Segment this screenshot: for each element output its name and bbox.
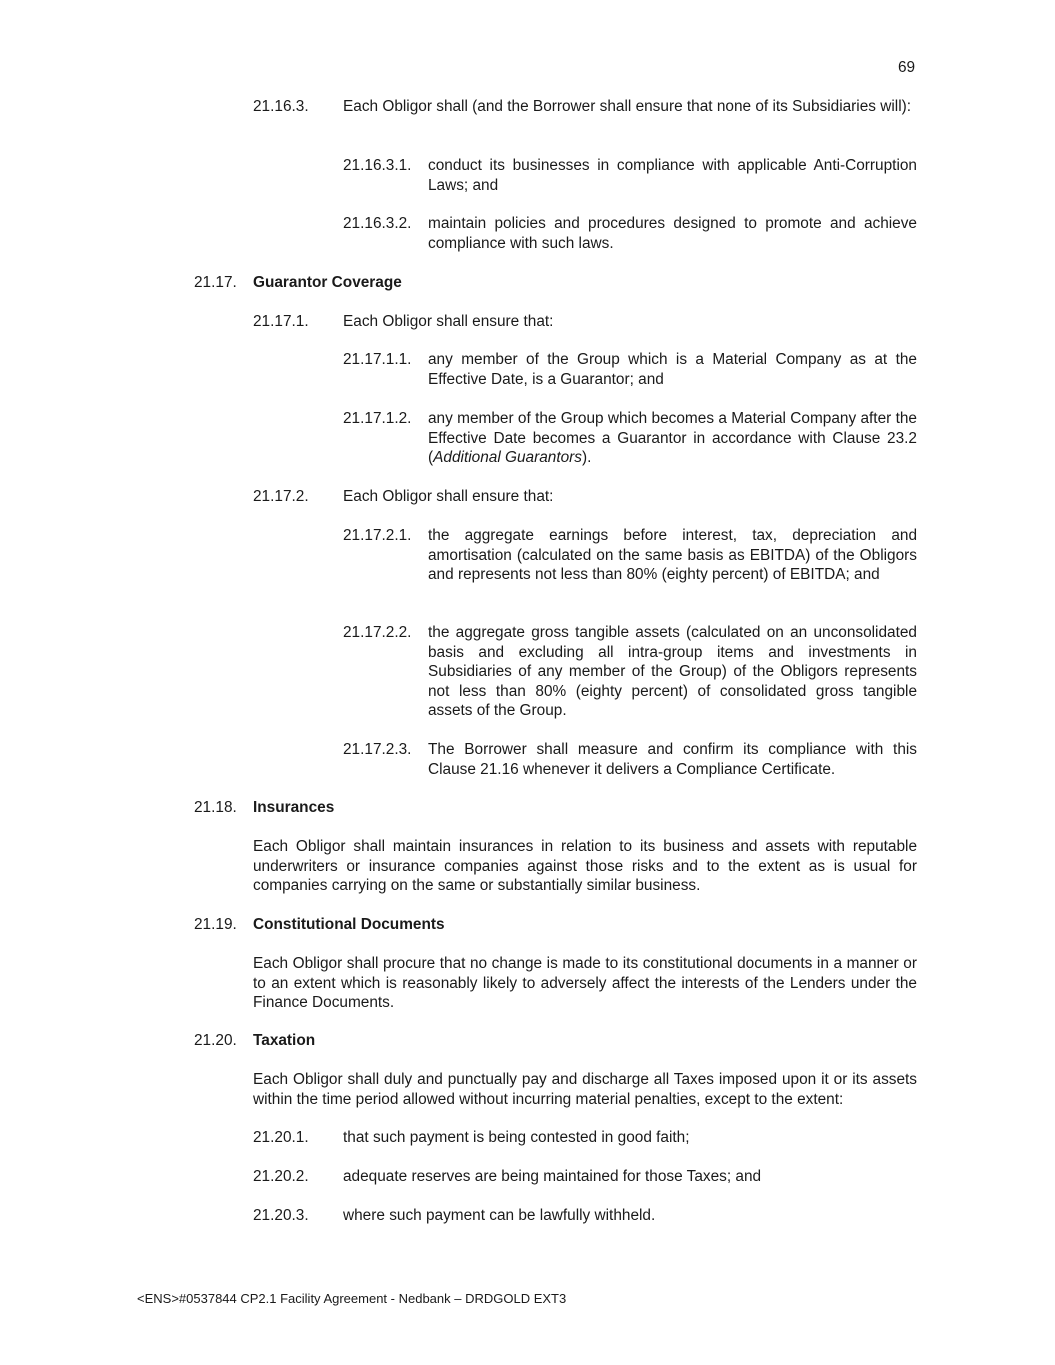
clause-text-21-17-1-1: any member of the Group which is a Material Company as at the Effective Date, is a Guarantor; and: [428, 351, 917, 388]
clause-number-21-16-3-2: 21.16.3.2.: [343, 215, 412, 232]
clause-number-21-17-1: 21.17.1.: [253, 313, 309, 330]
clause-number-21-17-2-3: 21.17.2.3.: [343, 741, 412, 758]
section-number-21-17: 21.17.: [194, 274, 237, 291]
clause-text-21-20-1: that such payment is being contested in good faith;: [343, 1129, 690, 1146]
clause-text-21-17-2-1: the aggregate earnings before interest, tax, depreciation and amortisation (calculated on the same basis as EBITDA) of the Obligors and represents not less than 80% (eighty percent) of EBITDA; and: [428, 527, 917, 583]
clause-text-21-17-2-3: The Borrower shall measure and confirm its compliance with this Clause 21.16 whenever it delivers a Compliance Certificate.: [428, 741, 917, 778]
document-footer: <ENS>#0537844 CP2.1 Facility Agreement - Nedbank – DRDGOLD EXT3: [137, 1291, 567, 1306]
clause-text-21-17-1-2: [428, 409, 917, 468]
clause-text-21-20-3: where such payment can be lawfully withheld.: [343, 1207, 656, 1224]
clause-number-21-17-1-1: 21.17.1.1.: [343, 351, 412, 368]
section-heading-guarantor-coverage: Guarantor Coverage: [253, 274, 402, 291]
clause-text-21-16-3: Each Obligor shall (and the Borrower shall ensure that none of its Subsidiaries will):: [343, 98, 912, 115]
section-number-21-18: 21.18.: [194, 799, 237, 816]
clause-number-21-17-2-1: 21.17.2.1.: [343, 527, 412, 544]
section-heading-constitutional-documents: Constitutional Documents: [253, 916, 445, 933]
clause-number-21-17-2: 21.17.2.: [253, 488, 309, 505]
clause-number-21-20-2: 21.20.2.: [253, 1168, 309, 1185]
clause-text-21-16-3-1: conduct its businesses in compliance with applicable Anti-Corruption Laws; and: [428, 157, 917, 194]
page-number: 69: [898, 59, 916, 76]
clause-text-21-17-2: Each Obligor shall ensure that:: [343, 488, 554, 505]
section-text-insurances: Each Obligor shall maintain insurances in relation to its business and assets with reputable underwriters or insurance companies against those risks and to the extent as is usual for companies carrying on the same or substantially similar business.: [253, 838, 917, 894]
clause-number-21-20-3: 21.20.3.: [253, 1207, 309, 1224]
clause-number-21-16-3-1: 21.16.3.1.: [343, 157, 412, 174]
clause-number-21-16-3: 21.16.3.: [253, 98, 309, 115]
clause-text-21-17-2-2: the aggregate gross tangible assets (calculated on an unconsolidated basis and excluding all intra-group items and investments in Subsidiaries of any member of the Group) of the Obligors represents not less than 80% (eighty percent) of consolidated gross tangible assets of the Group.: [428, 624, 917, 719]
section-heading-taxation: Taxation: [253, 1032, 316, 1049]
section-number-21-19: 21.19.: [194, 916, 237, 933]
clause-number-21-17-2-2: 21.17.2.2.: [343, 624, 412, 641]
clause-text-21-17-1-2-main: any member of the Group which becomes a Material Company after the Effective Date becomes a Guarantor in accordance with Clause 23.2 (: [428, 410, 917, 466]
section-number-21-20: 21.20.: [194, 1032, 237, 1049]
section-heading-insurances: Insurances: [253, 799, 335, 816]
clause-number-21-17-1-2: 21.17.1.2.: [343, 410, 412, 427]
clause-text-21-20-2: adequate reserves are being maintained for those Taxes; and: [343, 1168, 762, 1185]
clause-text-21-16-3-2: maintain policies and procedures designed to promote and achieve compliance with such laws.: [428, 215, 917, 252]
section-text-taxation: Each Obligor shall duly and punctually pay and discharge all Taxes imposed upon it or its assets within the time period allowed without incurring material penalties, except to the extent:: [253, 1071, 917, 1108]
clause-reference-additional-guarantors: Additional Guarantors: [433, 449, 583, 466]
clause-text-21-17-1: Each Obligor shall ensure that:: [343, 313, 554, 330]
section-text-constitutional-documents: Each Obligor shall procure that no change is made to its constitutional documents in a manner or to an extent which is reasonably likely to adversely affect the interests of the Lenders under the Finance Documents.: [253, 955, 917, 1011]
clause-number-21-20-1: 21.20.1.: [253, 1129, 309, 1146]
clause-text-21-17-1-2-end: ).: [582, 449, 592, 466]
